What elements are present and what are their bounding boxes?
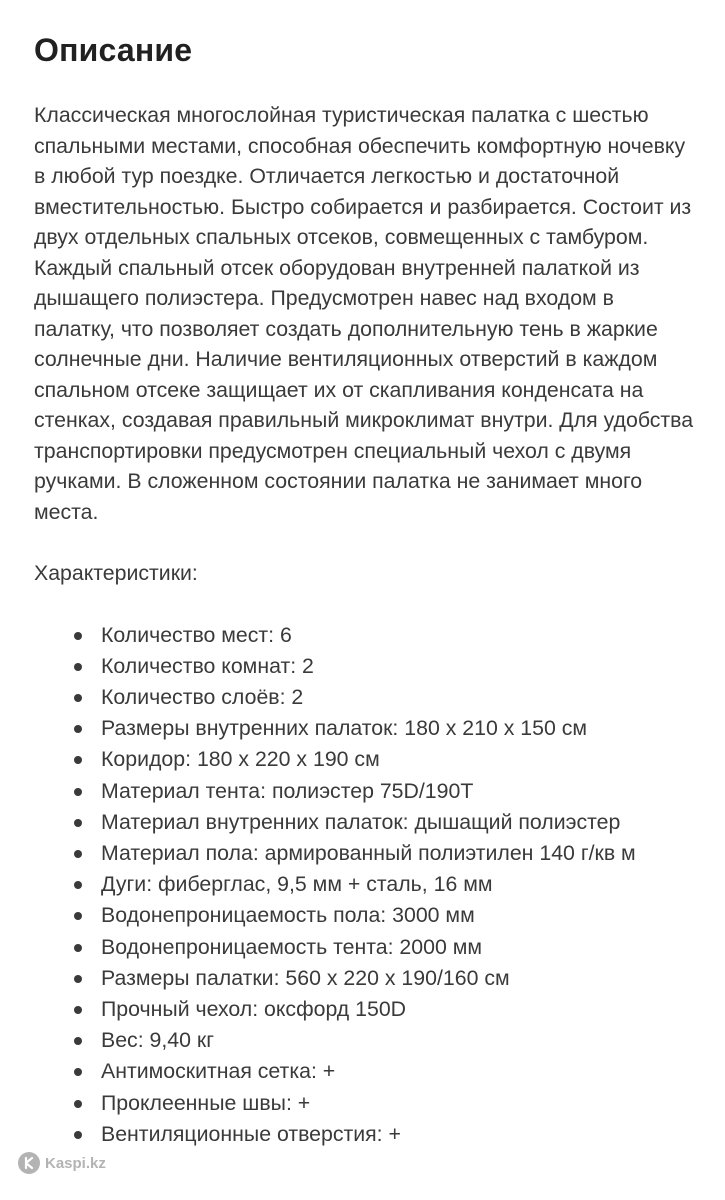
spec-text: Размеры внутренних палаток: 180 х 210 х 150 см bbox=[101, 716, 588, 741]
spec-text: Размеры палатки: 560 х 220 х 190/160 см bbox=[101, 965, 510, 990]
description-text: Классическая многослойная туристическая палатка с шестью спальными местами, способная обеспечить комфортную ночевку в любой тур поездке. Отличается легкостью и достаточной вместительностью. Быстро собирается и разбирается. Состоит из двух отдельных спальных отсеков, совмещенных с тамбуром. Каждый спальный отсек оборудован внутренней палаткой из дышащего полиэстера. Предусмотрен навес над входом в палатку, что позволяет создать дополнительную тень в жаркие солнечные дни. Наличие вентиляционных отверстий в каждом спальном отсеке защищает их от скапливания конденсата на стенках, создавая правильный микроклимат внутри. Для удобства транспортировки предусмотрен специальный чехол с двумя ручками. В сложенном состоянии палатка не занимает много места. bbox=[34, 103, 694, 524]
spec-text: Прочный чехол: оксфорд 150D bbox=[101, 996, 407, 1021]
bullet-icon bbox=[74, 1037, 82, 1045]
spec-item bbox=[34, 963, 694, 994]
spec-item bbox=[34, 713, 694, 744]
product-description-section bbox=[34, 28, 694, 1150]
spec-text: Водонепроницаемость пола: 3000 мм bbox=[101, 903, 475, 928]
spec-text: Материал пола: армированный полиэтилен 140 г/кв м bbox=[101, 840, 636, 865]
bullet-icon bbox=[74, 819, 82, 827]
bullet-icon bbox=[74, 850, 82, 858]
bullet-icon bbox=[74, 725, 82, 733]
spec-item bbox=[34, 1056, 694, 1087]
bullet-icon bbox=[74, 788, 82, 796]
spec-item bbox=[34, 744, 694, 775]
spec-item bbox=[34, 651, 694, 682]
spec-item bbox=[34, 1088, 694, 1119]
page-title: Описание bbox=[34, 32, 193, 68]
specs-list bbox=[34, 620, 694, 1150]
spec-item bbox=[34, 900, 694, 931]
specs-heading: Характеристики: bbox=[34, 561, 198, 585]
bullet-icon bbox=[74, 1100, 82, 1108]
spec-item bbox=[34, 776, 694, 807]
spec-text: Антимоскитная сетка: + bbox=[101, 1059, 336, 1084]
bullet-icon bbox=[74, 1131, 82, 1139]
spec-text: Количество комнат: 2 bbox=[101, 653, 314, 678]
spec-text: Водонепроницаемость тента: 2000 мм bbox=[101, 934, 483, 959]
spec-text: Количество слоёв: 2 bbox=[101, 684, 304, 709]
spec-item bbox=[34, 682, 694, 713]
bullet-icon bbox=[74, 912, 82, 920]
spec-item bbox=[34, 932, 694, 963]
spec-item bbox=[34, 1119, 694, 1150]
kaspi-logo-icon bbox=[18, 1152, 40, 1174]
bullet-icon bbox=[74, 632, 82, 640]
bullet-icon bbox=[74, 663, 82, 671]
spec-item bbox=[34, 994, 694, 1025]
spec-item bbox=[34, 1025, 694, 1056]
bullet-icon bbox=[74, 881, 82, 889]
spec-item bbox=[34, 838, 694, 869]
spec-text: Вес: 9,40 кг bbox=[101, 1028, 214, 1053]
spec-text: Коридор: 180 х 220 х 190 см bbox=[101, 747, 380, 772]
spec-item bbox=[34, 807, 694, 838]
watermark-text: Kaspi.kz bbox=[45, 1154, 106, 1172]
bullet-icon bbox=[74, 694, 82, 702]
spec-text: Материал тента: полиэстер 75D/190T bbox=[101, 778, 474, 803]
spec-text: Вентиляционные отверстия: + bbox=[101, 1121, 401, 1146]
spec-text: Материал внутренних палаток: дышащий полиэстер bbox=[101, 809, 621, 834]
kaspi-watermark bbox=[18, 1152, 106, 1174]
spec-item bbox=[34, 869, 694, 900]
spec-text: Количество мест: 6 bbox=[101, 622, 292, 647]
spec-item bbox=[34, 620, 694, 651]
bullet-icon bbox=[74, 1006, 82, 1014]
spec-text: Проклеенные швы: + bbox=[101, 1090, 311, 1115]
bullet-icon bbox=[74, 944, 82, 952]
bullet-icon bbox=[74, 1068, 82, 1076]
bullet-icon bbox=[74, 756, 82, 764]
bullet-icon bbox=[74, 975, 82, 983]
spec-text: Дуги: фиберглас, 9,5 мм + сталь, 16 мм bbox=[101, 872, 493, 897]
